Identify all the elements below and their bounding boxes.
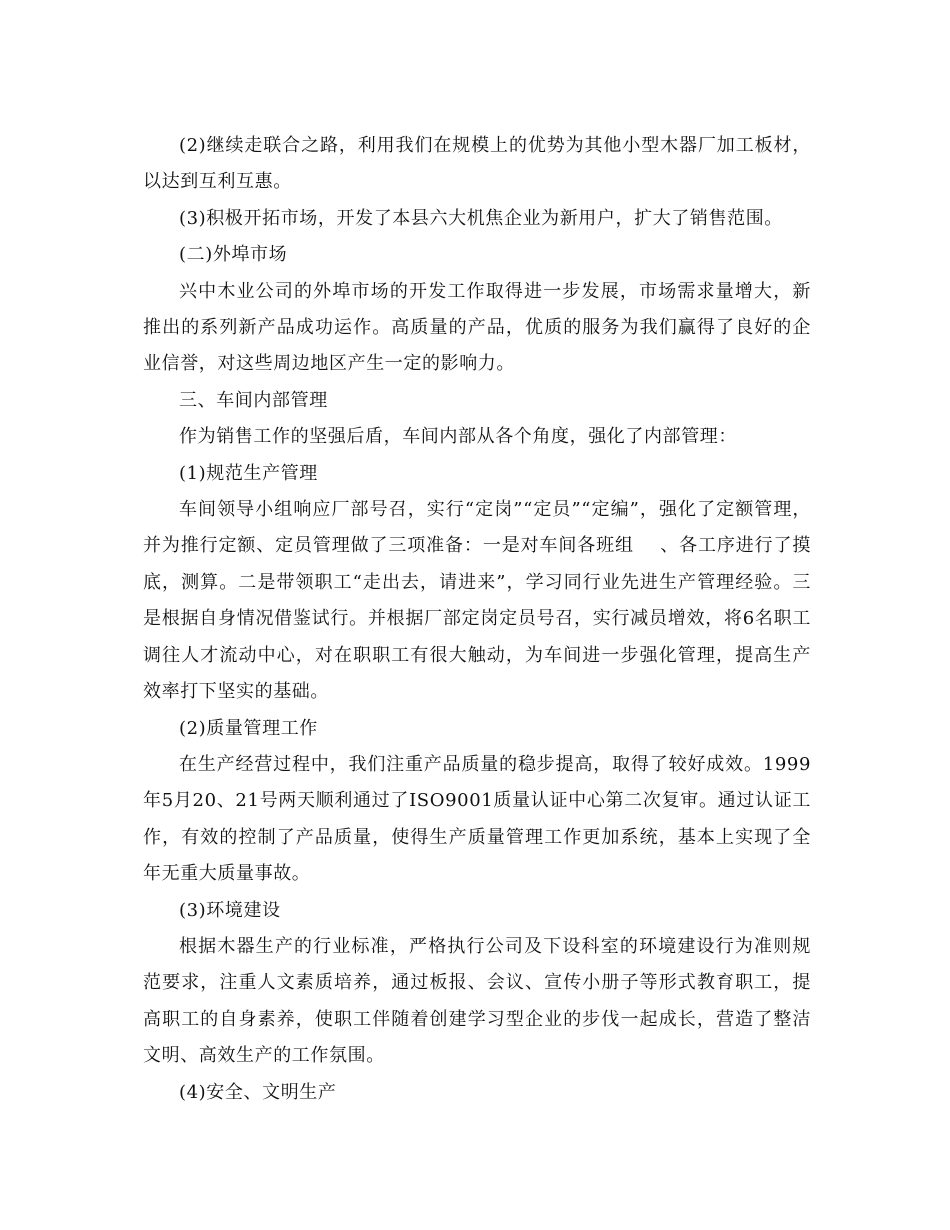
paragraph-cooperation: (2)继续走联合之路，利用我们在规模上的优势为其他小型木器厂加工板材，以达到互利互惠。 [143,135,811,193]
heading-quality-management: (2)质量管理工作 [179,717,318,739]
paragraph-external-market: 兴中木业公司的外埠市场的开发工作取得进一步发展，市场需求量增大，新推出的系列新产品成功运作。高质量的产品，优质的服务为我们赢得了良好的企业信誉，对这些周边地区产生一定的影响力。 [143,280,811,375]
heading-production-management: (1)规范生产管理 [179,462,318,484]
paragraph-management-intro: 作为销售工作的坚强后盾，车间内部从各个角度，强化了内部管理： [179,426,737,448]
paragraph-production-management: 车间领导小组响应厂部号召，实行“定岗”“定员”“定编”，强化了定额管理，并为推行定额、定员管理做了三项准备：一是对车间各班组 、各工序进行了摸底，测算。二是带领职工“走出去，请进来”，学习同行业先进生产管理经验。三是根据自身情况借鉴试行。并根据厂部定岗定员号召，实行减员增效，将6名职工调往人才流动中心，对在职职工有很大触动，为车间进一步强化管理，提高生产效率打下坚实的基础。 [143,499,811,703]
heading-environment: (3)环境建设 [179,899,281,921]
heading-external-market: (二)外埠市场 [179,244,288,266]
heading-workshop-management: 三、车间内部管理 [179,389,328,411]
paragraph-quality-management: 在生产经营过程中，我们注重产品质量的稳步提高，取得了较好成效。1999年5月20、21号两天顺利通过了ISO9001质量认证中心第二次复审。通过认证工作，有效的控制了产品质量，使得生产质量管理工作更加系统，基本上实现了全年无重大质量事故。 [143,753,811,885]
heading-safety: (4)安全、文明生产 [179,1081,337,1103]
paragraph-environment: 根据木器生产的行业标准，严格执行公司及下设科室的环境建设行为准则规范要求，注重人文素质培养，通过板报、会议、宣传小册子等形式教育职工，提高职工的自身素养，使职工伴随着创建学习型企业的步伐一起成长，营造了整洁文明、高效生产的工作氛围。 [143,935,811,1067]
paragraph-market-expansion: (3)积极开拓市场，开发了本县六大机焦企业为新用户，扩大了销售范围。 [179,207,783,229]
document-body [143,128,811,1111]
